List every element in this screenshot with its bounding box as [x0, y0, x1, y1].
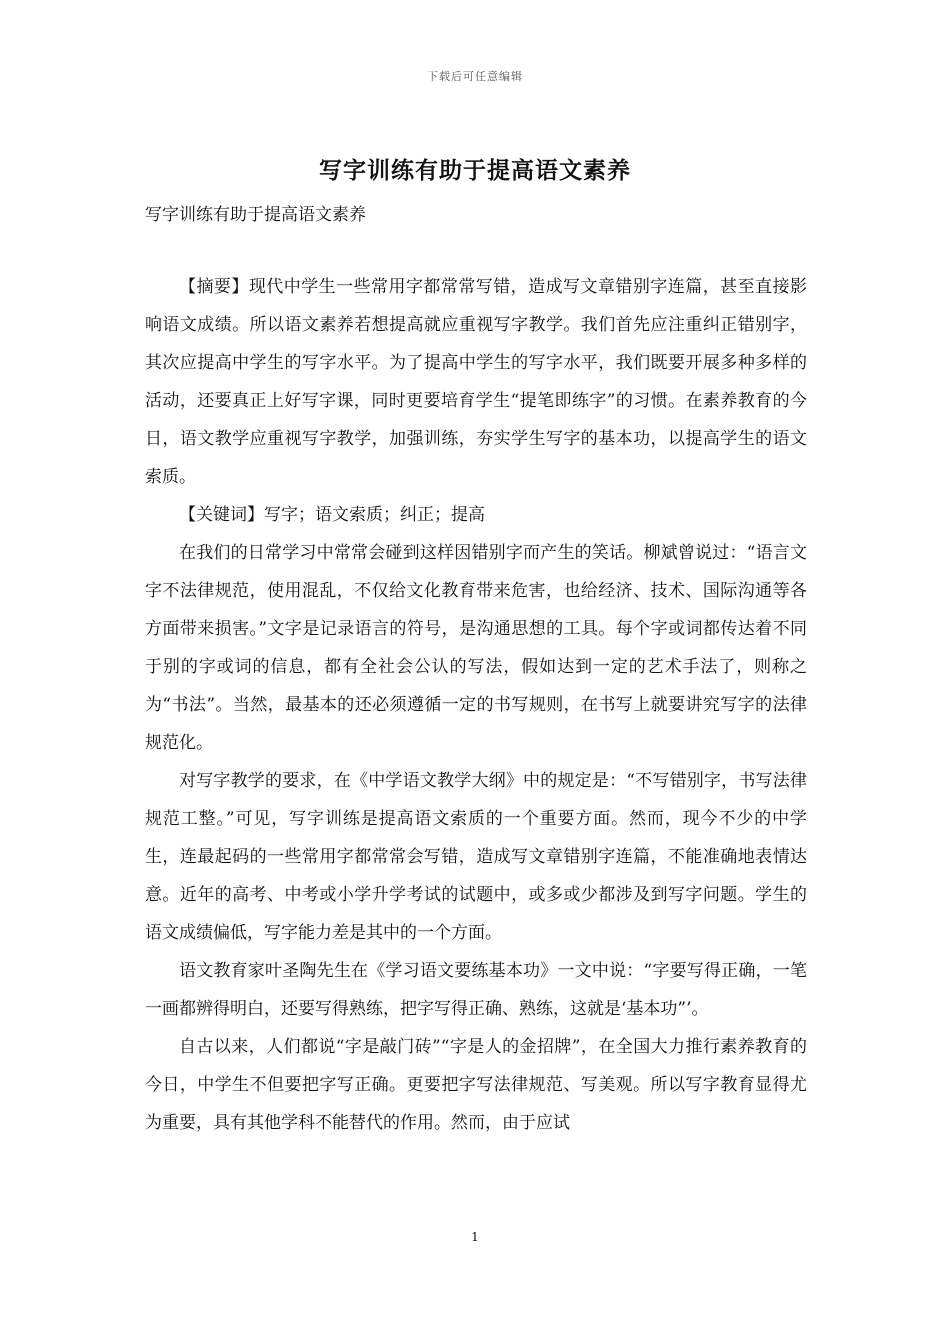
header-note: 下载后可任意编辑 — [427, 70, 523, 83]
body-paragraph: 自古以来，人们都说“字是敲门砖”“字是人的金招牌”，在全国大力推行素养教育的今日，中学生不但要把字写正确。更要把字写法律规范、写美观。所以写字教育显得尤为重要，具有其他学科不能替代的作用。然而，由于应试 — [145, 1037, 807, 1133]
keywords-paragraph: 【关键词】写字；语文索质；纠正；提高 — [179, 505, 485, 525]
abstract-paragraph: 【摘要】现代中学生一些常用字都常常写错，造成写文章错别字连篇，甚至直接影响语文成绩。所以语文素养若想提高就应重视写字教学。我们首先应注重纠正错别字，其次应提高中学生的写字水平。为了提高中学生的写字水平，我们既要开展多种多样的活动，还要真正上好写字课，同时更要培育学生“提笔即练字”的习惯。在素养教育的今日，语文教学应重视写字教学，加强训练，夯实学生写字的基本功，以提高学生的语文索质。 — [145, 277, 807, 487]
body-paragraph: 对写字教学的要求，在《中学语文教学大纲》中的规定是：“不写错别字，书写法律规范工整。”可见，写字训练是提高语文索质的一个重要方面。然而，现今不少的中学生，连最起码的一些常用字都常常会写错，造成写文章错别字连篇，不能准确地表情达意。近年的高考、中考或小学升学考试的试题中，或多或少都涉及到写字问题。学生的语文成绩偏低，写字能力差是其中的一个方面。 — [145, 771, 807, 943]
document-subtitle: 写字训练有助于提高语文素养 — [145, 205, 366, 225]
page-number: 1 — [471, 1230, 479, 1244]
body-paragraph: 在我们的日常学习中常常会碰到这样因错别字而产生的笑话。柳斌曾说过：“语言文字不法律规范，使用混乱，不仅给文化教育带来危害，也给经济、技术、国际沟通等各方面带来损害。”文字是记录语言的符号，是沟通思想的工具。每个字或词都传达着不同于别的字或词的信息，都有全社会公认的写法，假如达到一定的艺术手法了，则称之为“书法”。当然，最基本的还必须遵循一定的书写规则，在书写上就要讲究写字的法律规范化。 — [145, 543, 807, 753]
document-body — [145, 268, 807, 1142]
document-title: 写字训练有助于提高语文素养 — [319, 157, 631, 184]
body-paragraph: 语文教育家叶圣陶先生在《学习语文要练基本功》一文中说：“字要写得正确，一笔一画都辨得明白，还要写得熟练，把字写得正确、熟练，这就是‘基本功”’。 — [145, 961, 807, 1019]
